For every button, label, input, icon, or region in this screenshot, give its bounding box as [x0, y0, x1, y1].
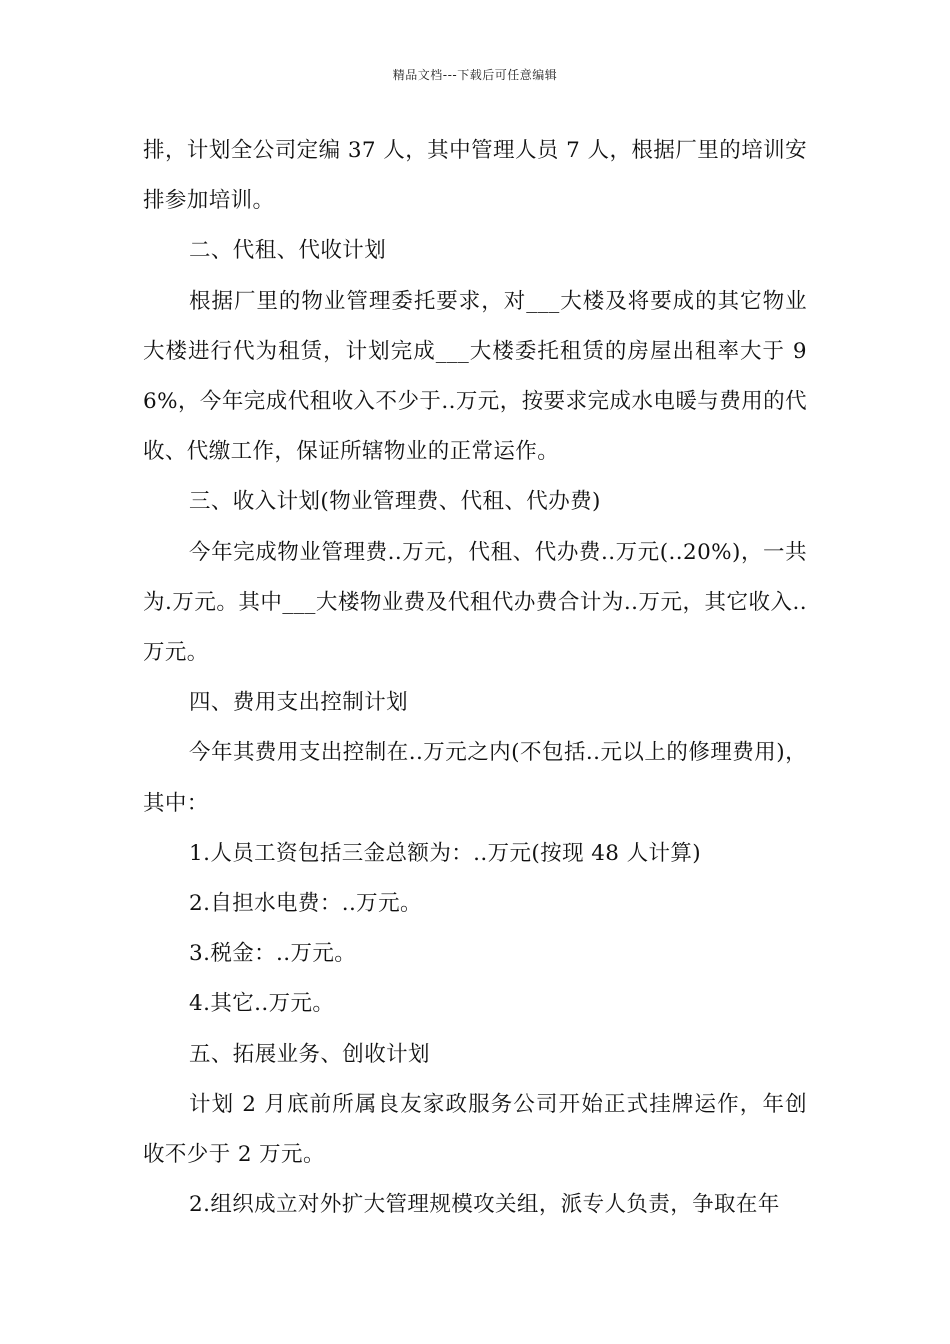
page-header: 精品文档---下载后可任意编辑 — [392, 68, 558, 82]
paragraph: 今年完成物业管理费..万元，代租、代办费..万元(..20%)，一共为.万元。其中___大楼物业费及代租代办费合计为..万元，其它收入..万元。 — [143, 539, 807, 666]
paragraph: 根据厂里的物业管理委托要求，对___大楼及将要成的其它物业大楼进行代为租赁，计划完成___大楼委托租赁的房屋出租率大于 96%，今年完成代租收入不少于..万元，按要求完成水电暖与费用的代收、代缴工作，保证所辖物业的正常运作。 — [143, 288, 807, 465]
list-item: 2.自担水电费：..万元。 — [189, 891, 422, 917]
list-item: 1.人员工资包括三金总额为：..万元(按现 48 人计算) — [189, 840, 702, 866]
section-heading: 四、费用支出控制计划 — [189, 690, 409, 716]
list-item: 2.组织成立对外扩大管理规模攻关组，派专人负责，争取在年 — [189, 1192, 780, 1218]
paragraph: 计划 2 月底前所属良友家政服务公司开始正式挂牌运作，年创收不少于 2 万元。 — [143, 1091, 807, 1168]
list-item: 3.税金：..万元。 — [189, 941, 357, 967]
list-item: 4.其它..万元。 — [189, 991, 335, 1017]
section-heading: 五、拓展业务、创收计划 — [189, 1041, 430, 1067]
section-heading: 三、收入计划(物业管理费、代租、代办费) — [189, 489, 601, 515]
section-heading: 二、代租、代收计划 — [189, 238, 387, 264]
document-body — [143, 126, 807, 1230]
paragraph: 今年其费用支出控制在..万元之内(不包括..元以上的修理费用)，其中： — [143, 740, 807, 816]
paragraph: 排，计划全公司定编 37 人，其中管理人员 7 人，根据厂里的培训安排参加培训。 — [143, 138, 807, 214]
